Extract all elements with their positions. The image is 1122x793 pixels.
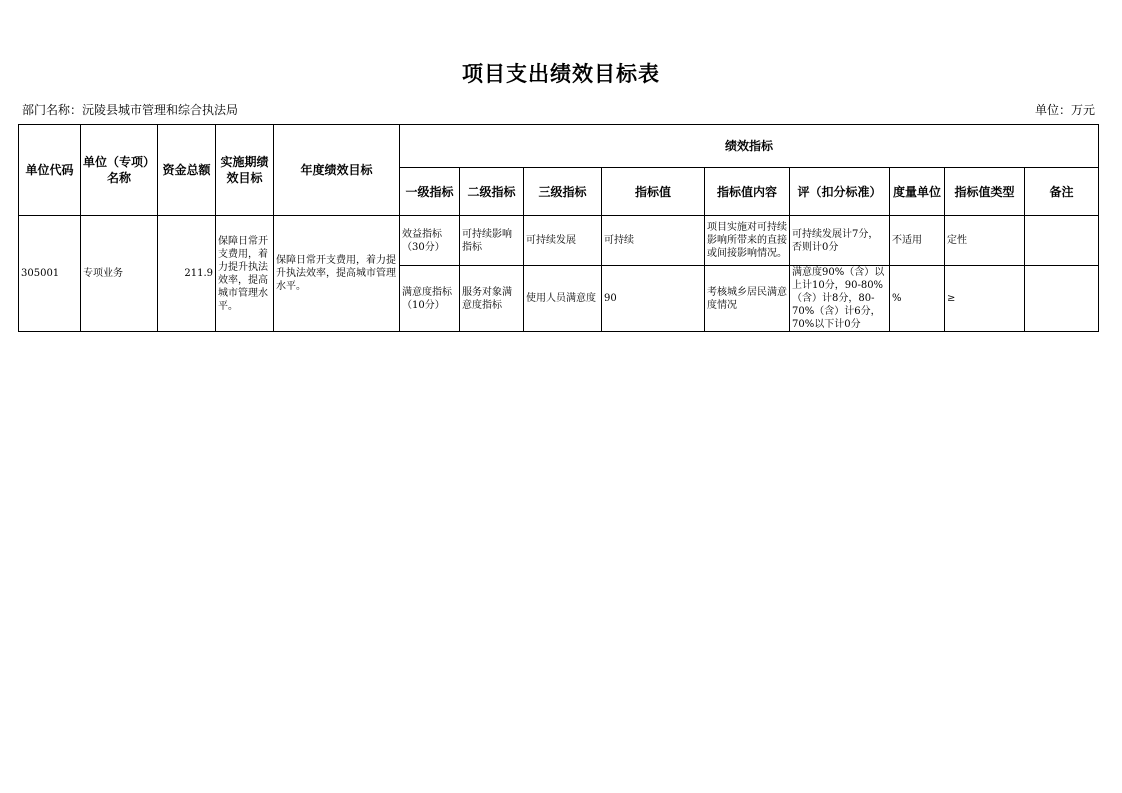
header-period-goal: 实施期绩效目标 — [216, 125, 274, 216]
cell-level2: 可持续影响指标 — [460, 216, 524, 266]
header-scoring: 评（扣分标准） — [790, 168, 890, 216]
cell-measure-unit: % — [890, 266, 945, 332]
header-level2: 二级指标 — [460, 168, 524, 216]
cell-period-goal: 保障日常开支费用，着力提升执法效率，提高城市管理水平。 — [216, 216, 274, 332]
header-unit-name: 单位（专项）名称 — [81, 125, 158, 216]
cell-unit-code: 305001 — [19, 216, 81, 332]
header-level3: 三级指标 — [524, 168, 602, 216]
header-indicators: 绩效指标 — [400, 125, 1099, 168]
cell-value-type: 定性 — [945, 216, 1025, 266]
department-name: 部门名称：沅陵县城市管理和综合执法局 — [22, 103, 239, 117]
performance-table — [18, 124, 1099, 332]
header-value: 指标值 — [602, 168, 705, 216]
header-level1: 一级指标 — [400, 168, 460, 216]
cell-value: 90 — [602, 266, 705, 332]
header-measure-unit: 度量单位 — [890, 168, 945, 216]
cell-level3: 可持续发展 — [524, 216, 602, 266]
cell-remark — [1025, 266, 1099, 332]
header-annual-goal: 年度绩效目标 — [274, 125, 400, 216]
cell-content: 考核城乡居民满意度情况 — [705, 266, 790, 332]
cell-level2: 服务对象满意度指标 — [460, 266, 524, 332]
header-fund-total: 资金总额 — [158, 125, 216, 216]
cell-annual-goal: 保障日常开支费用，着力提升执法效率，提高城市管理水平。 — [274, 216, 400, 332]
cell-value-type: ≥ — [945, 266, 1025, 332]
cell-scoring: 可持续发展计7分，否则计0分 — [790, 216, 890, 266]
cell-remark — [1025, 216, 1099, 266]
cell-fund-total: 211.9 — [158, 216, 216, 332]
cell-level3: 使用人员满意度 — [524, 266, 602, 332]
page-title: 项目支出绩效目标表 — [462, 62, 660, 86]
cell-level1: 效益指标（30分） — [400, 216, 460, 266]
cell-unit-name: 专项业务 — [81, 216, 158, 332]
cell-measure-unit: 不适用 — [890, 216, 945, 266]
table-row — [19, 216, 1099, 266]
cell-scoring: 满意度90%（含）以上计10分，90-80%（含）计8分，80-70%（含）计6分，70%以下计0分 — [790, 266, 890, 332]
cell-level1: 满意度指标（10分） — [400, 266, 460, 332]
header-unit-code: 单位代码 — [19, 125, 81, 216]
header-value-type: 指标值类型 — [945, 168, 1025, 216]
header-content: 指标值内容 — [705, 168, 790, 216]
unit-label: 单位：万元 — [1034, 103, 1095, 117]
header-remark: 备注 — [1025, 168, 1099, 216]
cell-value: 可持续 — [602, 216, 705, 266]
cell-content: 项目实施对可持续影响所带来的直接或间接影响情况。 — [705, 216, 790, 266]
